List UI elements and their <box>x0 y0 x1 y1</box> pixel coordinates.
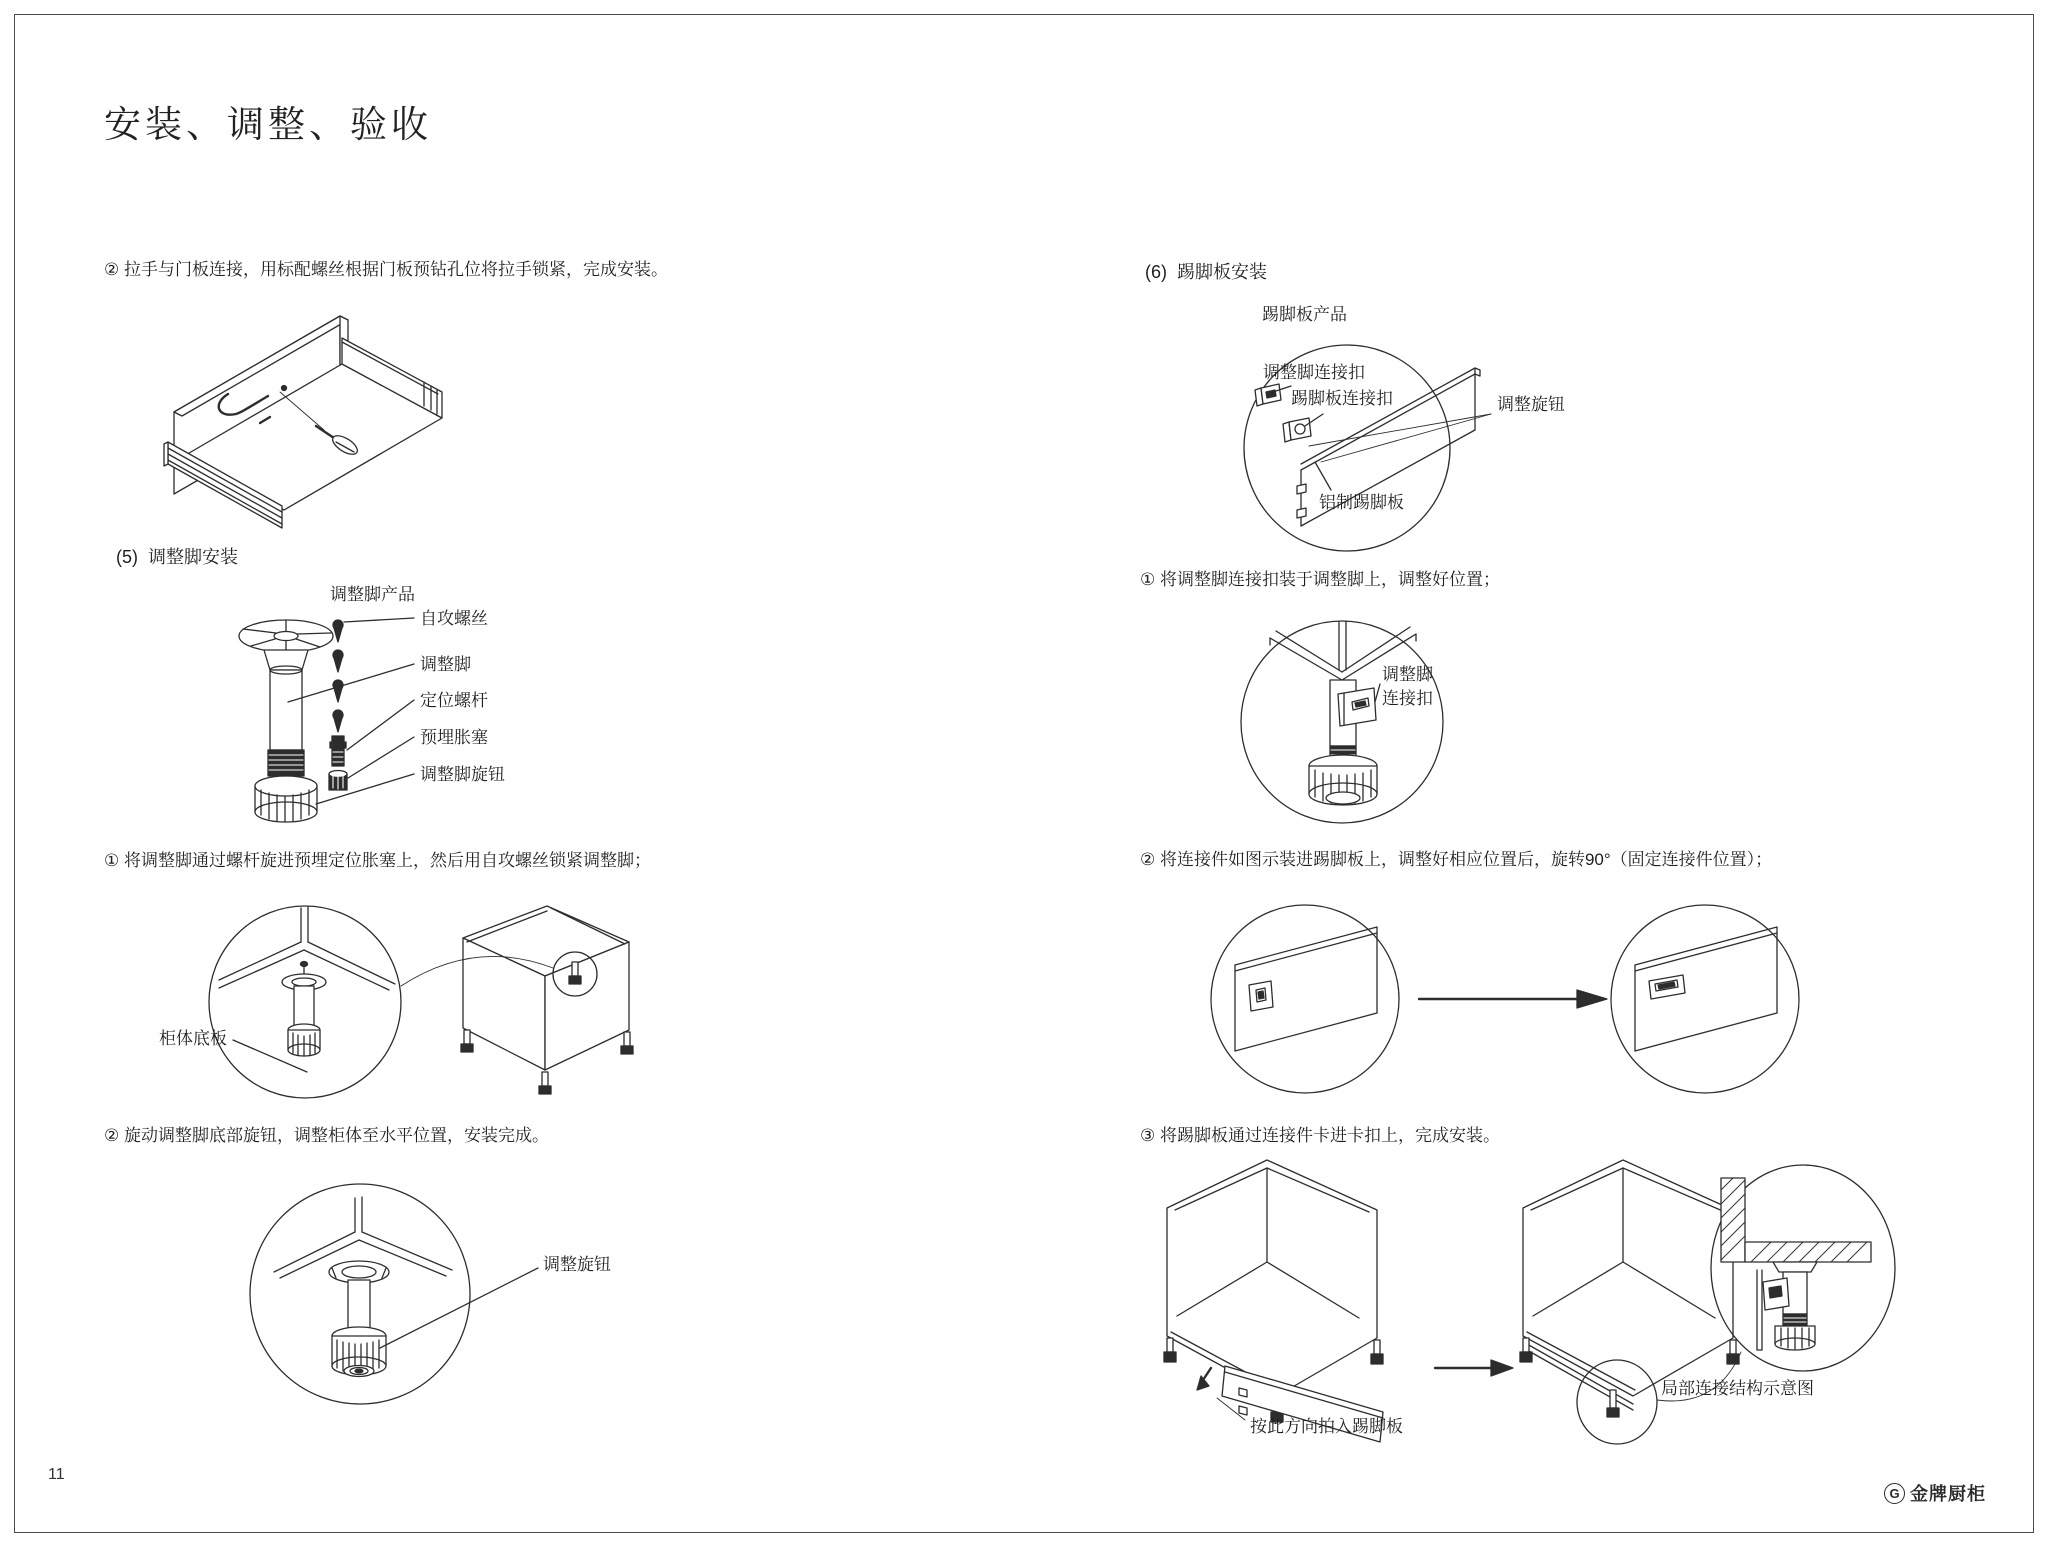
logo-g-icon: G <box>1884 1483 1905 1504</box>
clip-rotate-diagram <box>1205 893 1815 1108</box>
label-foot-clip-line2: 连接扣 <box>1382 689 1433 708</box>
part-label-locating-bolt: 定位螺杆 <box>420 691 488 710</box>
step-clip-on-foot: ① 将调整脚连接扣装于调整脚上，调整好位置； <box>1140 570 1500 589</box>
step-clip-rotate: ② 将连接件如图示装进踢脚板上，调整好相应位置后，旋转90°（固定连接件位置）； <box>1140 850 1773 869</box>
foot-clip-install-diagram <box>1240 598 1600 846</box>
kickboard-product-diagram <box>1235 330 1665 568</box>
cabinet-bottom-panel-label: 柜体底板 <box>159 1029 227 1048</box>
label-alu-board: 铝制踢脚板 <box>1319 493 1404 512</box>
drawer-handle-drawing <box>112 296 522 536</box>
kickboard-install-drawing <box>1155 1150 1900 1450</box>
label-foot-clip: 调整脚连接扣 <box>1263 363 1365 382</box>
label-adjust-knob: 调整旋钮 <box>1497 395 1565 414</box>
part-label-foot-knob: 调整脚旋钮 <box>420 765 505 784</box>
part-label-adjust-foot: 调整脚 <box>420 655 471 674</box>
push-direction-label: 按此方向拍入踢脚板 <box>1250 1417 1403 1436</box>
logo-text: 金牌厨柜 <box>1910 1484 1986 1504</box>
clip-rotate-drawing <box>1205 893 1815 1108</box>
kickboard-product-title: 踢脚板产品 <box>1262 305 1347 324</box>
label-foot-clip-line1: 调整脚 <box>1382 665 1433 684</box>
page-title: 安装、调整、验收 <box>104 104 432 145</box>
step-handle-connect: ② 拉手与门板连接，用标配螺丝根据门板预钻孔位将拉手锁紧，完成安装。 <box>104 260 668 279</box>
adjust-knob-label: 调整旋钮 <box>543 1255 611 1274</box>
section-6-title: (6) 踢脚板安装 <box>1145 262 1268 282</box>
step-board-snap: ③ 将踢脚板通过连接件卡进卡扣上，完成安装。 <box>1140 1126 1500 1145</box>
foot-install-diagram <box>145 878 645 1128</box>
foot-clip-install-drawing <box>1240 598 1600 846</box>
page-number: 11 <box>48 1466 65 1483</box>
knob-adjust-drawing <box>228 1152 658 1437</box>
drawer-handle-diagram <box>112 296 522 536</box>
foot-exploded-diagram <box>228 610 628 848</box>
part-label-embedded-anchor: 预埋胀塞 <box>420 728 488 747</box>
section-5-title: (5) 调整脚安装 <box>116 547 239 567</box>
step-knob-adjust: ② 旋动调整脚底部旋钮，调整柜体至水平位置，安装完成。 <box>104 1126 549 1145</box>
label-board-clip: 踢脚板连接扣 <box>1291 389 1393 408</box>
kickboard-install-diagram <box>1155 1150 1900 1450</box>
part-label-self-tapping-screw: 自攻螺丝 <box>420 609 488 628</box>
foot-product-title: 调整脚产品 <box>330 585 415 604</box>
knob-adjust-diagram <box>228 1152 658 1437</box>
step-foot-install: ① 将调整脚通过螺杆旋进预埋定位胀塞上，然后用自攻螺丝锁紧调整脚； <box>104 851 651 870</box>
brand-logo <box>1884 1480 1986 1506</box>
detail-structure-label: 局部连接结构示意图 <box>1661 1379 1814 1398</box>
foot-install-drawing <box>145 878 645 1128</box>
